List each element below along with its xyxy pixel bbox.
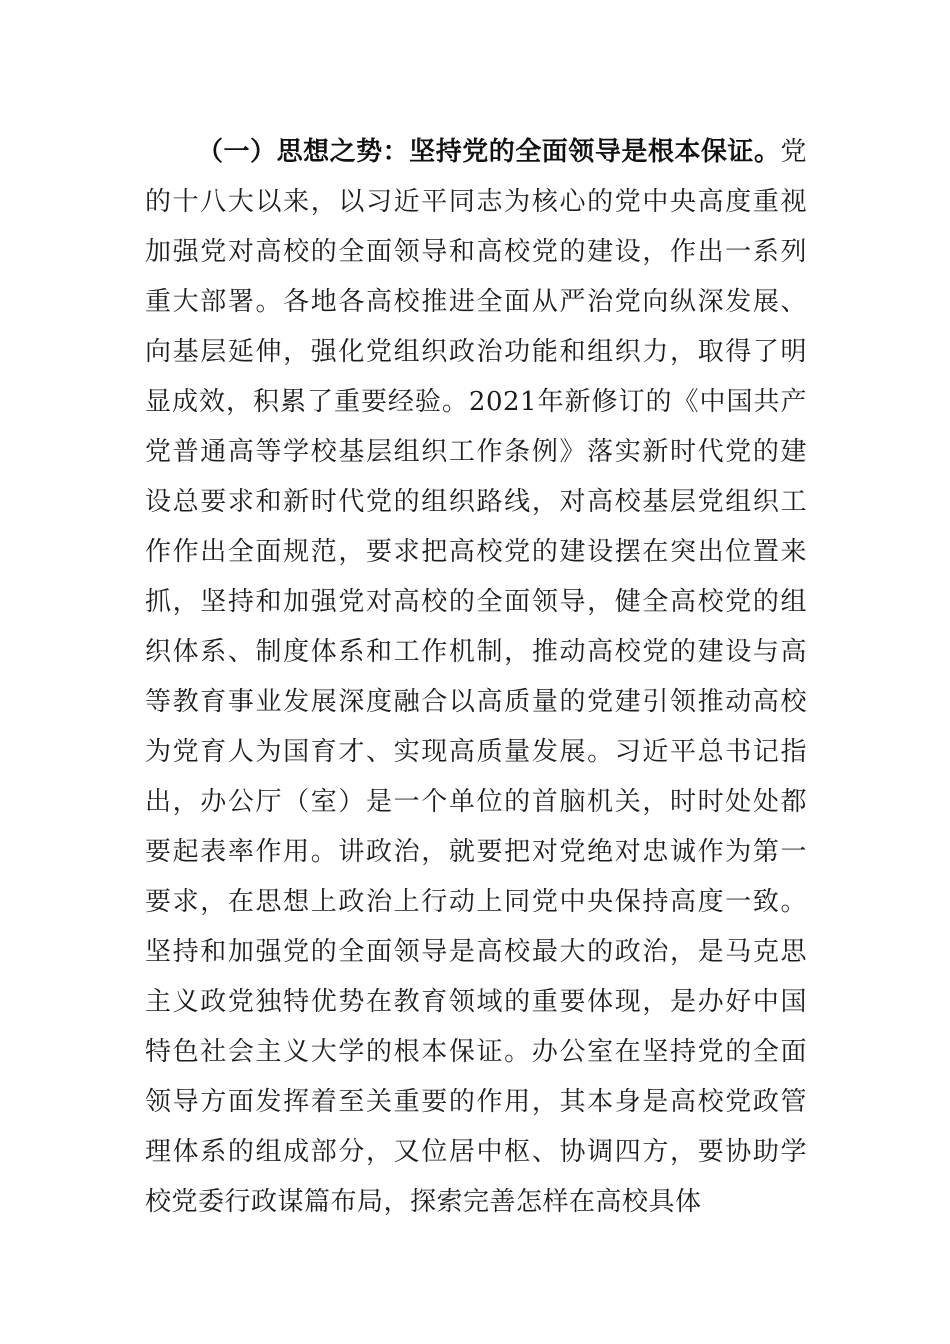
body-paragraph — [145, 127, 807, 1227]
paragraph-text: 党的十八大以来，以习近平同志为核心的党中央高度重视加强党对高校的全面领导和高校党的建设，作出一系列重大部署。各地各高校推进全面从严治党向纵深发展、向基层延伸，强化党组织政治功能和组织力，取得了明显成效，积累了重要经验。2021年新修订的《中国共产党普通高等学校基层组织工作条例》落实新时代党的建设总要求和新时代党的组织路线，对高校基层党组织工作作出全面规范，要求把高校党的建设摆在突出位置来抓，坚持和加强党对高校的全面领导，健全高校党的组织体系、制度体系和工作机制，推动高校党的建设与高等教育事业发展深度融合以高质量的党建引领推动高校为党育人为国育才、实现高质量发展。习近平总书记指出，办公厅（室）是一个单位的首脑机关，时时处处都要起表率作用。讲政治，就要把对党绝对忠诚作为第一要求，在思想上政治上行动上同党中央保持高度一致。坚持和加强党的全面领导是高校最大的政治，是马克思主义政党独特优势在教育领域的重要体现，是办好中国特色社会主义大学的根本保证。办公室在坚持党的全面领导方面发挥着至关重要的作用，其本身是高校党政管理体系的组成部分，又位居中枢、协调四方，要协助学校党委行政谋篇布局，探索完善怎样在高校具体 — [145, 137, 807, 1217]
section-heading: （一）思想之势：坚持党的全面领导是根本保证。 — [197, 137, 781, 167]
